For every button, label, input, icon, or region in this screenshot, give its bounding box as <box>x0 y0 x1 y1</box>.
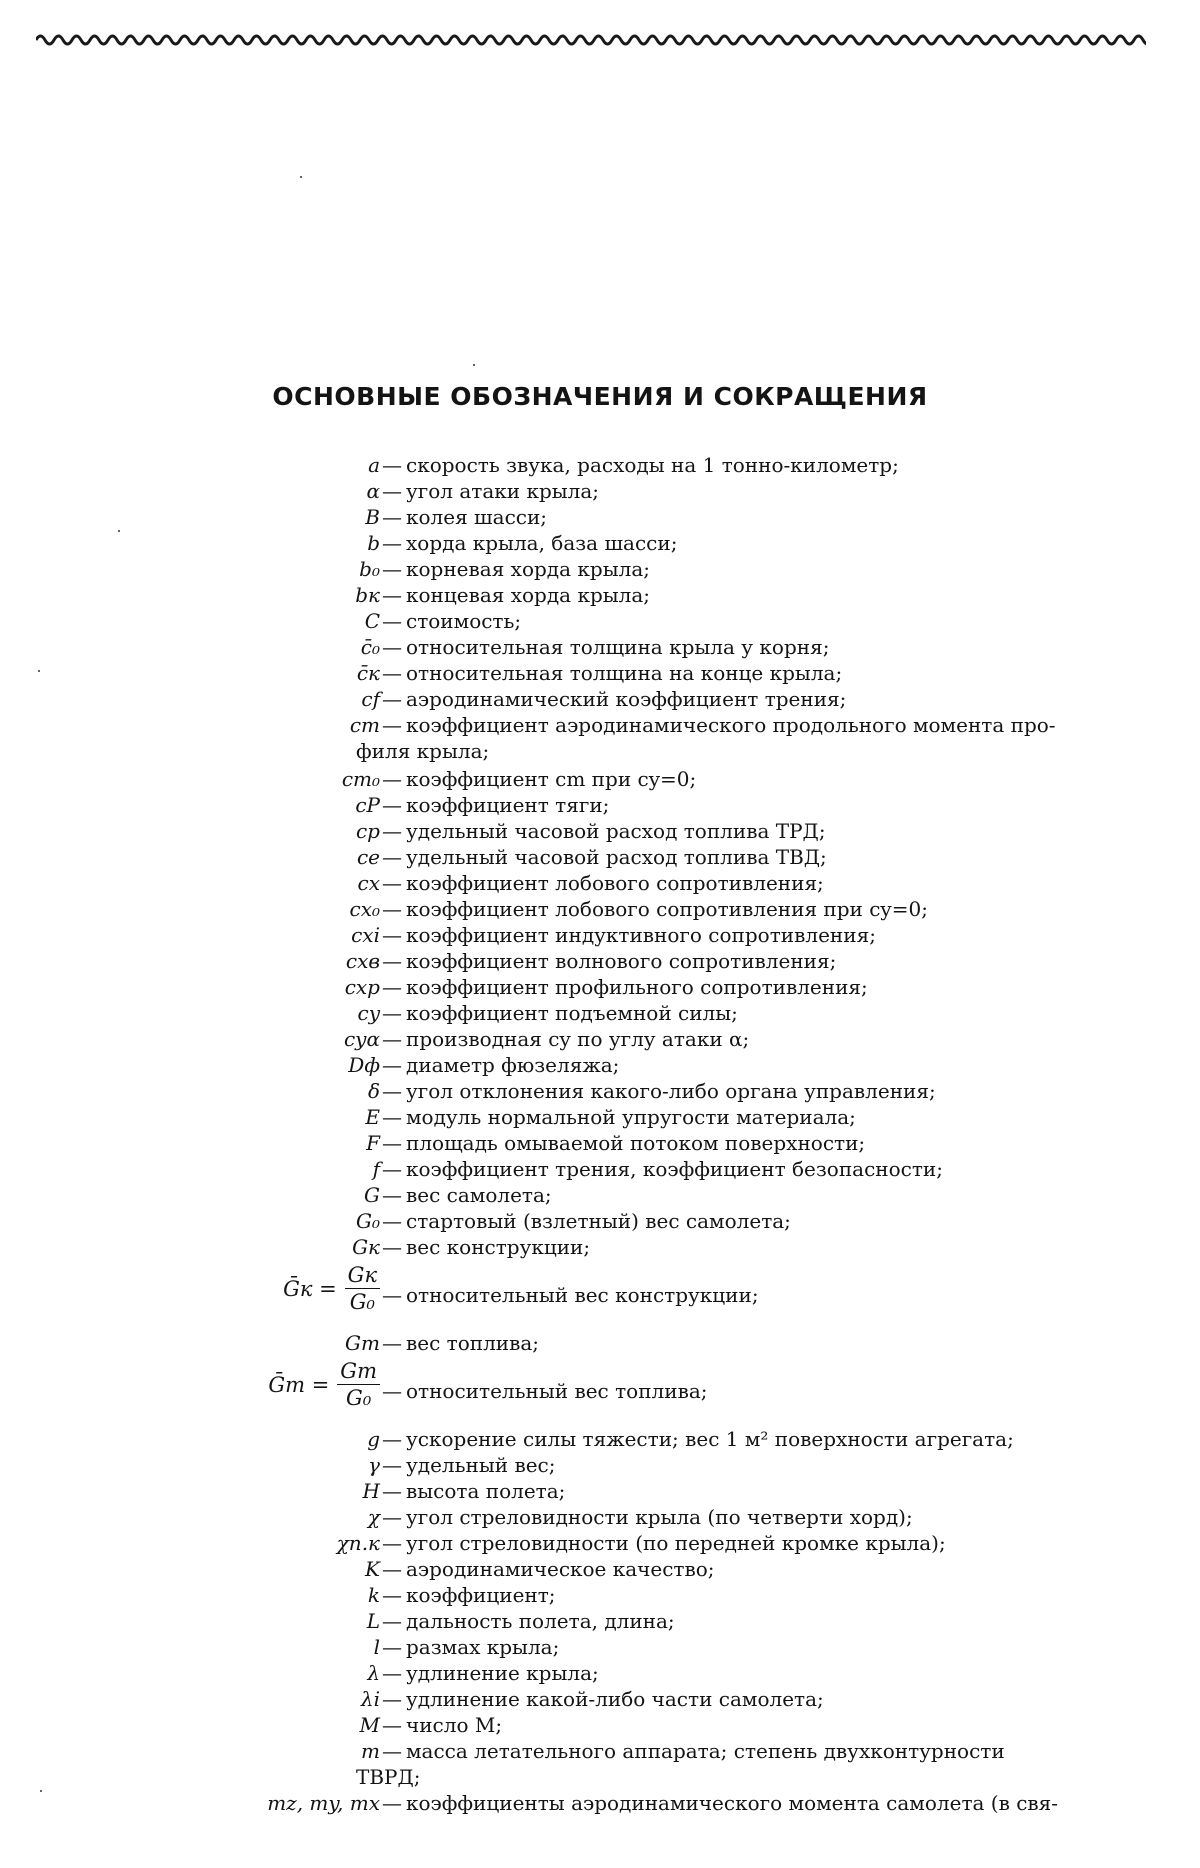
scan-speck <box>300 176 302 178</box>
notation-definition: удлинение какой-либо части самолета; <box>406 1687 824 1711</box>
notation-definition: площадь омываемой потоком поверхности; <box>406 1131 866 1155</box>
notation-definition: относительная толщина крыла у корня; <box>406 635 830 659</box>
notation-definition: угол отклонения какого-либо органа управления; <box>406 1079 936 1103</box>
notation-definition: модуль нормальной упругости материала; <box>406 1105 856 1129</box>
notation-symbol: b <box>367 531 380 555</box>
entry-dash: — <box>382 1661 402 1685</box>
entry-dash: — <box>382 1557 402 1581</box>
notation-definition: вес самолета; <box>406 1183 552 1207</box>
notation-symbol: cyα <box>343 1027 380 1051</box>
notation-symbol: cxp <box>344 975 380 999</box>
notation-definition: удельный вес; <box>406 1453 556 1477</box>
entry-dash: — <box>382 767 402 791</box>
fraction <box>337 1358 380 1411</box>
fraction-lhs: Ḡт = <box>268 1372 330 1397</box>
notation-symbol: cy <box>357 1001 380 1025</box>
scan-speck <box>118 530 120 532</box>
notation-definition: высота полета; <box>406 1479 566 1503</box>
entry-dash: — <box>382 1209 402 1233</box>
notation-definition: колея шасси; <box>406 505 548 529</box>
notation-definition: коэффициент; <box>406 1583 556 1607</box>
entry-dash: — <box>382 975 402 999</box>
notation-definition: размах крыла; <box>406 1635 560 1659</box>
entry-dash: — <box>382 505 402 529</box>
entry-dash: — <box>382 583 402 607</box>
notation-definition: коэффициент подъемной силы; <box>406 1001 738 1025</box>
scan-speck <box>40 1790 42 1792</box>
notation-symbol: χ <box>367 1505 380 1529</box>
notation-symbol: cm₀ <box>341 767 380 791</box>
notation-symbol: cf <box>361 687 380 711</box>
notation-definition: аэродинамическое качество; <box>406 1557 715 1581</box>
entry-dash: — <box>382 1687 402 1711</box>
entry-dash: — <box>382 1791 402 1815</box>
notation-definition: стоимость; <box>406 609 522 633</box>
notation-symbol: C <box>364 609 380 633</box>
notation-definition: удельный часовой расход топлива ТВД; <box>406 845 827 869</box>
fraction-denominator: G₀ <box>349 1290 375 1314</box>
notation-definition: относительный вес топлива; <box>406 1379 708 1403</box>
fraction-numerator: Gк <box>345 1262 380 1289</box>
notation-symbol: F <box>366 1131 380 1155</box>
notation-symbol: g <box>367 1427 380 1451</box>
notation-definition: стартовый (взлетный) вес самолета; <box>406 1209 791 1233</box>
fraction-symbol <box>283 1262 380 1315</box>
notation-definition: вес конструкции; <box>406 1235 591 1259</box>
notation-symbol: λi <box>360 1687 380 1711</box>
entry-dash: — <box>382 845 402 869</box>
entry-dash: — <box>382 1505 402 1529</box>
notation-symbol: b₀ <box>359 557 380 581</box>
notation-definition: угол атаки крыла; <box>406 479 600 503</box>
entry-dash: — <box>382 1283 402 1307</box>
notation-symbol: H <box>362 1479 380 1503</box>
notation-definition: аэродинамический коэффициент трения; <box>406 687 847 711</box>
entry-dash: — <box>382 793 402 817</box>
notation-symbol: Dф <box>348 1053 380 1077</box>
notation-symbol: cxв <box>345 949 380 973</box>
entry-dash: — <box>382 609 402 633</box>
notation-definition: коэффициент cm при cy=0; <box>406 767 697 791</box>
notation-symbol: c̄к <box>356 661 380 685</box>
entry-dash: — <box>382 1583 402 1607</box>
notation-symbol: m <box>361 1739 380 1763</box>
notation-symbol: L <box>366 1609 380 1633</box>
entry-dash: — <box>382 479 402 503</box>
entry-dash: — <box>382 687 402 711</box>
notation-definition: хорда крыла, база шасси; <box>406 531 678 555</box>
notation-symbol: f <box>372 1157 380 1181</box>
notation-symbol: G₀ <box>356 1209 380 1233</box>
entry-dash: — <box>382 557 402 581</box>
notation-definition: коэффициент волнового сопротивления; <box>406 949 837 973</box>
fraction-lhs: Ḡк = <box>283 1276 337 1301</box>
page-title: ОСНОВНЫЕ ОБОЗНАЧЕНИЯ И СОКРАЩЕНИЯ <box>272 382 928 411</box>
notation-definition: коэффициент трения, коэффициент безопасности; <box>406 1157 944 1181</box>
entry-dash: — <box>382 1479 402 1503</box>
notation-symbol: Gк <box>352 1235 380 1259</box>
notation-symbol: c̄₀ <box>360 635 380 659</box>
entry-dash: — <box>382 1331 402 1355</box>
entry-dash: — <box>382 819 402 843</box>
notation-definition: вес топлива; <box>406 1331 540 1355</box>
notation-definition: производная cy по углу атаки α; <box>406 1027 750 1051</box>
notation-symbol: K <box>365 1557 380 1581</box>
entry-dash: — <box>382 1713 402 1737</box>
entry-dash: — <box>382 1635 402 1659</box>
scan-speck <box>38 670 40 672</box>
notation-symbol: δ <box>367 1079 380 1103</box>
entry-dash: — <box>382 1183 402 1207</box>
notation-symbol: cxi <box>351 923 380 947</box>
fraction-denominator: G₀ <box>346 1386 372 1410</box>
notation-definition: дальность полета, длина; <box>406 1609 675 1633</box>
decorative-wave-rule <box>36 28 1146 52</box>
notation-symbol: a <box>368 453 380 477</box>
notation-symbol: γ <box>368 1453 380 1477</box>
fraction-symbol <box>268 1358 380 1411</box>
notation-definition: масса летательного аппарата; степень двухконтурности <box>406 1739 1005 1763</box>
notation-definition: корневая хорда крыла; <box>406 557 650 581</box>
entry-dash: — <box>382 713 402 737</box>
notation-symbol: M <box>359 1713 380 1737</box>
notation-symbol: Gт <box>345 1331 380 1355</box>
notation-definition: угол стреловидности (по передней кромке крыла); <box>406 1531 946 1555</box>
notation-definition: коэффициент тяги; <box>406 793 610 817</box>
notation-symbol: cm <box>349 713 380 737</box>
notation-symbol: α <box>366 479 380 503</box>
entry-dash: — <box>382 1379 402 1403</box>
entry-dash: — <box>382 1079 402 1103</box>
notation-symbol: E <box>365 1105 380 1129</box>
notation-symbol: bк <box>355 583 380 607</box>
notation-symbol: cр <box>355 819 380 843</box>
entry-dash: — <box>382 1235 402 1259</box>
notation-symbol: cx₀ <box>349 897 380 921</box>
notation-definition: число M; <box>406 1713 503 1737</box>
entry-dash: — <box>382 1001 402 1025</box>
notation-definition: относительная толщина на конце крыла; <box>406 661 843 685</box>
notation-definition: диаметр фюзеляжа; <box>406 1053 620 1077</box>
notation-symbol: mz, my, mx <box>267 1791 380 1815</box>
entry-dash: — <box>382 949 402 973</box>
notation-symbol: cP <box>355 793 380 817</box>
notation-definition: коэффициент аэродинамического продольного момента про- <box>406 713 1056 737</box>
entry-dash: — <box>382 1157 402 1181</box>
entry-dash: — <box>382 1027 402 1051</box>
entry-dash: — <box>382 1131 402 1155</box>
notation-definition: ускорение силы тяжести; вес 1 м² поверхности агрегата; <box>406 1427 1014 1451</box>
notation-symbol: cx <box>357 871 380 895</box>
notation-definition: удельный часовой расход топлива ТРД; <box>406 819 826 843</box>
entry-dash: — <box>382 897 402 921</box>
notation-symbol: G <box>364 1183 380 1207</box>
entry-dash: — <box>382 1105 402 1129</box>
fraction <box>345 1262 380 1315</box>
notation-definition: коэффициент лобового сопротивления; <box>406 871 824 895</box>
notation-symbol: k <box>367 1583 380 1607</box>
entry-dash: — <box>382 1739 402 1763</box>
entry-dash: — <box>382 1053 402 1077</box>
entry-dash: — <box>382 1453 402 1477</box>
notation-definition: коэффициент индуктивного сопротивления; <box>406 923 876 947</box>
notation-definition: скорость звука, расходы на 1 тонно-километр; <box>406 453 899 477</box>
entry-dash: — <box>382 635 402 659</box>
notation-symbol: λ <box>367 1661 380 1685</box>
scan-speck <box>473 364 475 366</box>
definition-continuation: ТВРД; <box>356 1765 421 1789</box>
entry-dash: — <box>382 453 402 477</box>
entry-dash: — <box>382 1531 402 1555</box>
definition-continuation: филя крыла; <box>356 739 490 763</box>
entry-dash: — <box>382 661 402 685</box>
notation-symbol: cе <box>356 845 380 869</box>
entry-dash: — <box>382 531 402 555</box>
fraction-numerator: Gт <box>337 1358 380 1385</box>
notation-definition: концевая хорда крыла; <box>406 583 651 607</box>
entry-dash: — <box>382 1427 402 1451</box>
entry-dash: — <box>382 871 402 895</box>
entry-dash: — <box>382 1609 402 1633</box>
notation-definition: относительный вес конструкции; <box>406 1283 759 1307</box>
entry-dash: — <box>382 923 402 947</box>
notation-definition: коэффициент лобового сопротивления при cy=0; <box>406 897 928 921</box>
notation-definition: коэффициенты аэродинамического момента самолета (в свя- <box>406 1791 1059 1815</box>
notation-symbol: B <box>365 505 380 529</box>
notation-definition: коэффициент профильного сопротивления; <box>406 975 868 999</box>
notation-definition: удлинение крыла; <box>406 1661 599 1685</box>
notation-symbol: χп.к <box>336 1531 380 1555</box>
notation-definition: угол стреловидности крыла (по четверти хорд); <box>406 1505 913 1529</box>
notation-symbol: l <box>373 1635 380 1659</box>
